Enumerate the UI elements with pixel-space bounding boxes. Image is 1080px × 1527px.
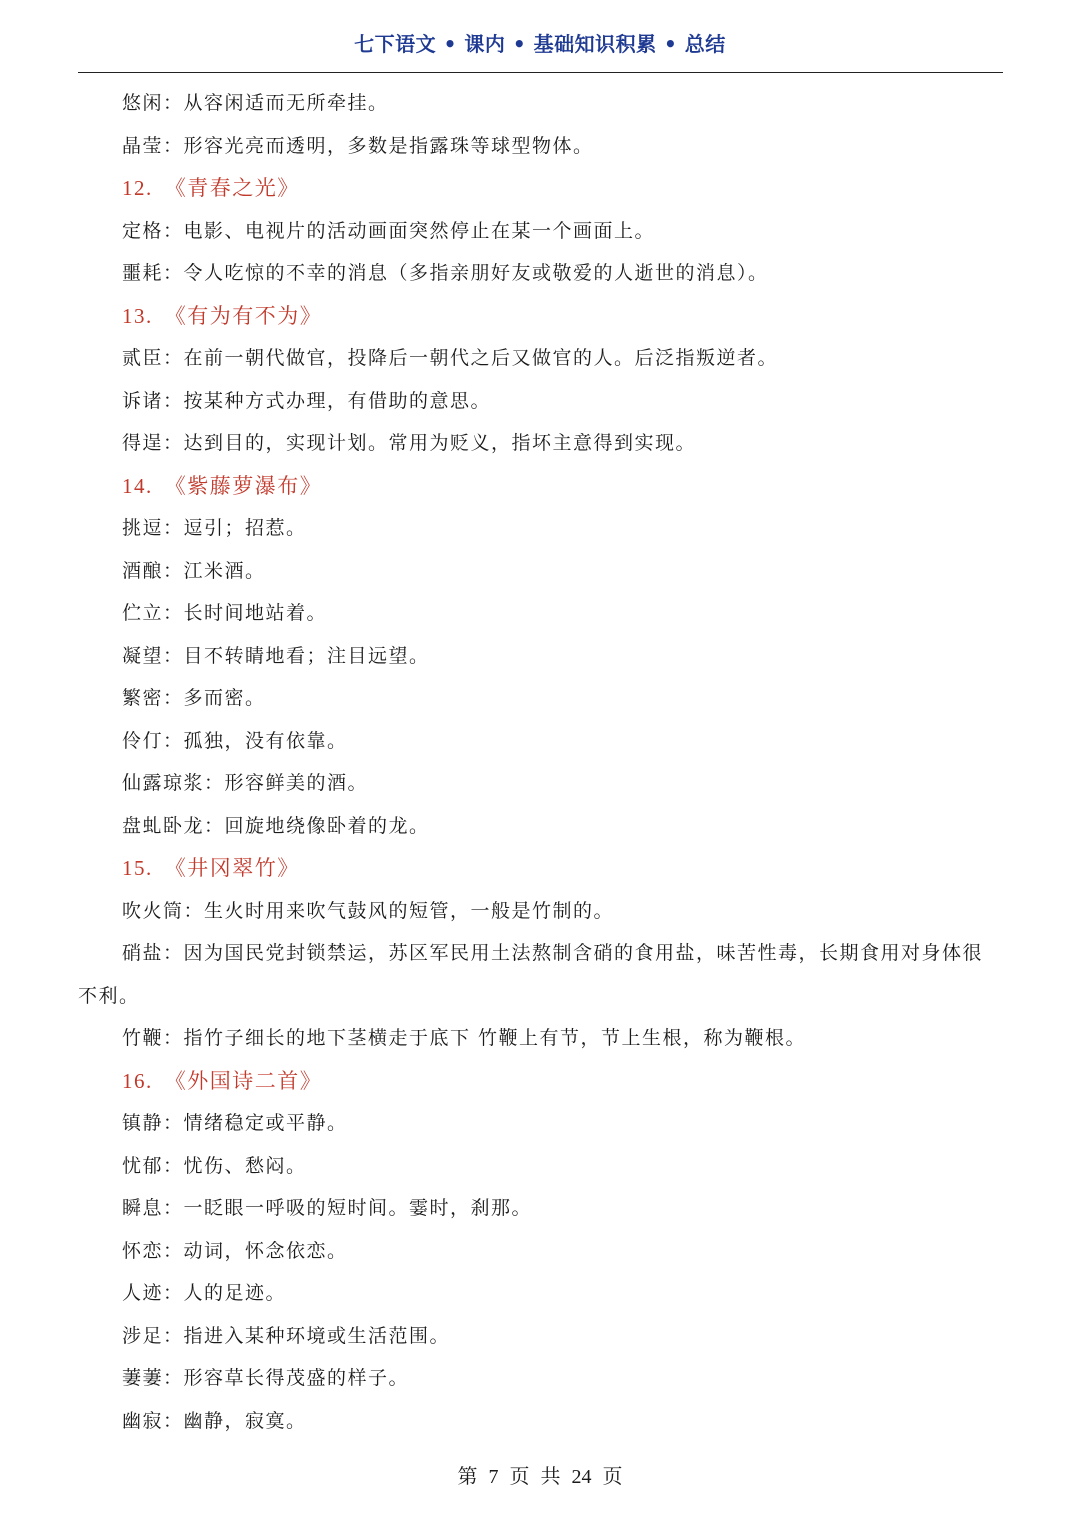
page-number: 第 7 页 共 24 页 — [457, 1466, 623, 1488]
definition-line: 贰臣：在前一朝代做官，投降后一朝代之后又做官的人。后泛指叛逆者。 — [122, 347, 779, 369]
definition-line: 盘虬卧龙：回旋地绕像卧着的龙。 — [122, 814, 430, 837]
section-heading: 12. 《青春之光》 — [122, 176, 300, 200]
definition-line: 晶莹：形容光亮而透明，多数是指露珠等球型物体。 — [122, 134, 594, 157]
document-body — [78, 82, 1003, 1442]
section-heading: 13. 《有为有不为》 — [122, 303, 323, 328]
definition-paragraph: 硝盐：因为国民党封锁禁运，苏区军民用土法熬制含硝的食用盐，味苦性毒，长期食用对身体很不利。 — [78, 942, 984, 1007]
definition-line: 吹火筒：生火时用来吹气鼓风的短管，一般是竹制的。 — [122, 899, 615, 922]
definition-line: 竹鞭：指竹子细长的地下茎横走于底下 竹鞭上有节，节上生根，称为鞭根。 — [122, 1027, 807, 1049]
definition-line: 酒酿：江米酒。 — [122, 559, 266, 582]
definition-line: 怀恋：动词，怀念依恋。 — [122, 1239, 348, 1262]
definition-line: 挑逗：逗引；招惹。 — [122, 517, 307, 539]
definition-line: 瞬息：一眨眼一呼吸的短时间。霎时，刹那。 — [122, 1197, 533, 1219]
definition-line: 诉诸：按某种方式办理，有借助的意思。 — [122, 389, 492, 412]
definition-line: 幽寂：幽静，寂寞。 — [122, 1409, 307, 1432]
definition-line: 镇静：情绪稳定或平静。 — [122, 1112, 348, 1134]
definition-line: 伫立：长时间地站着。 — [122, 602, 328, 624]
definition-line: 人迹：人的足迹。 — [122, 1282, 287, 1304]
definition-line: 仙露琼浆：形容鲜美的酒。 — [122, 772, 369, 794]
page-header-title: 七下语文 • 课内 • 基础知识积累 • 总结 — [354, 32, 726, 56]
section-heading: 15. 《井冈翠竹》 — [122, 856, 300, 880]
definition-line: 伶仃：孤独，没有依靠。 — [122, 729, 348, 752]
definition-line: 繁密：多而密。 — [122, 687, 266, 709]
definition-line: 悠闲：从容闲适而无所牵挂。 — [122, 92, 389, 114]
section-heading: 16. 《外国诗二首》 — [122, 1068, 323, 1093]
definition-line: 凝望：目不转睛地看；注目远望。 — [122, 644, 430, 667]
section-heading: 14. 《紫藤萝瀑布》 — [122, 473, 323, 498]
definition-line: 萋萋：形容草长得茂盛的样子。 — [122, 1367, 410, 1389]
header-divider — [78, 72, 1003, 73]
definition-line: 得逞：达到目的，实现计划。常用为贬义，指坏主意得到实现。 — [122, 432, 697, 454]
definition-line: 涉足：指进入某种环境或生活范围。 — [122, 1324, 451, 1347]
definition-line: 定格：电影、电视片的活动画面突然停止在某一个画面上。 — [122, 219, 656, 242]
definition-line: 噩耗：令人吃惊的不幸的消息（多指亲朋好友或敬爱的人逝世的消息）。 — [122, 262, 769, 284]
definition-line: 忧郁：忧伤、愁闷。 — [122, 1154, 307, 1177]
